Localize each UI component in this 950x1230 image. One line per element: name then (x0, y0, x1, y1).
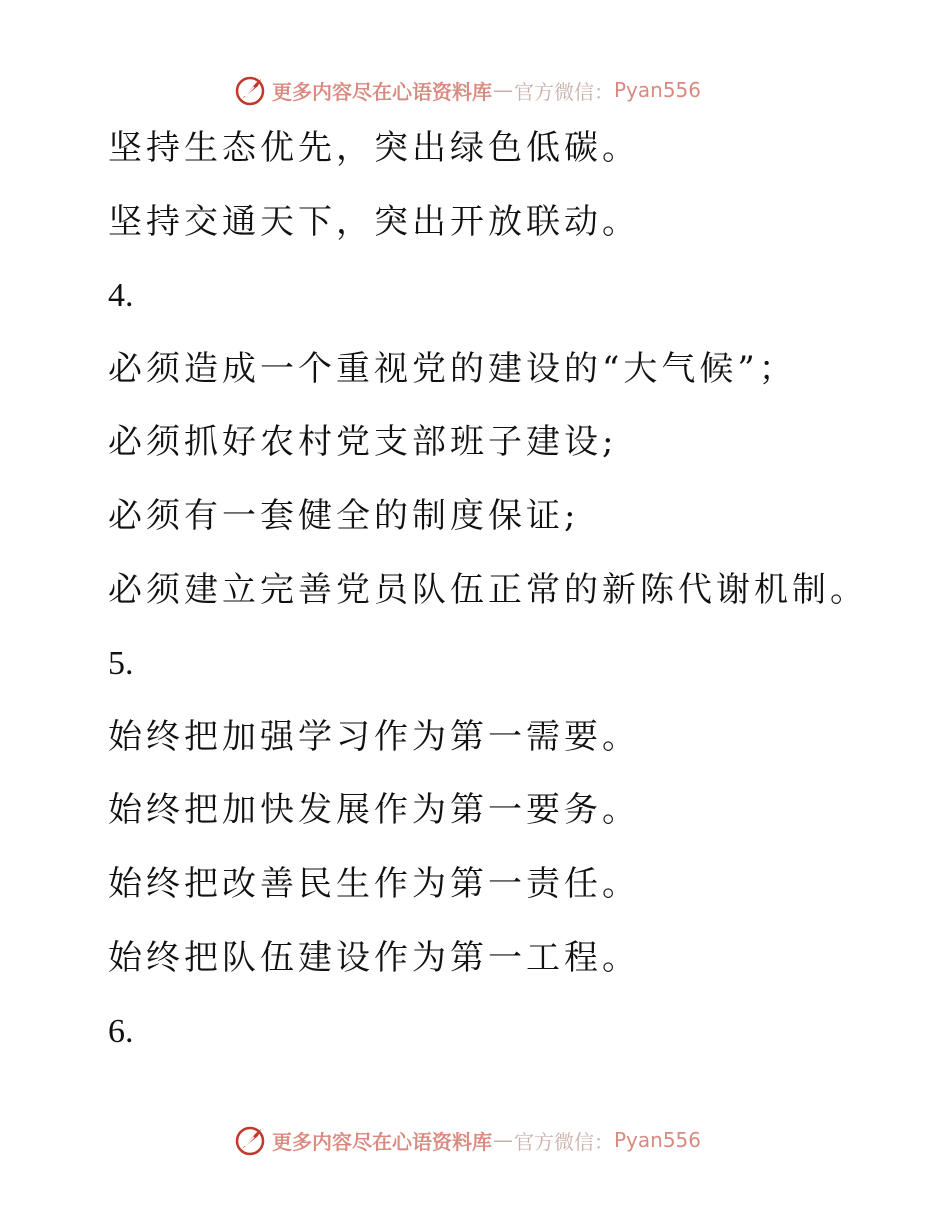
pen-logo-icon (234, 73, 268, 107)
text-line: 坚持生态优先，突出绿色低碳。 (108, 128, 640, 168)
text-line: 始终把改善民生作为第一责任。 (108, 863, 640, 904)
document-body (108, 112, 908, 1069)
text-line: 必须造成一个重视党的建设的“大气候”； (108, 348, 797, 389)
text-line: 必须建立完善党员队伍正常的新陈代谢机制。 (108, 569, 868, 610)
header-watermark-banner (234, 72, 701, 108)
banner-brand-text: 更多内容尽在心语资料库 (272, 79, 492, 104)
section-number: 6. (108, 1013, 134, 1051)
text-line: 必须有一套健全的制度保证; (108, 495, 580, 536)
banner-handle: Pyan556 (614, 78, 702, 102)
footer-watermark-banner (234, 1122, 701, 1158)
section-number: 5. (108, 645, 134, 683)
pen-logo-icon (234, 1123, 268, 1157)
text-line: 坚持交通天下，突出开放联动。 (108, 201, 640, 242)
text-line: 始终把队伍建设作为第一工程。 (108, 937, 640, 978)
banner-brand-text: 更多内容尽在心语资料库 (272, 1129, 492, 1154)
text-line: 始终把加快发展作为第一要务。 (108, 790, 640, 831)
banner-handle: Pyan556 (614, 1128, 702, 1152)
banner-dash: — (493, 78, 513, 102)
text-line: 必须抓好农村党支部班子建设; (108, 422, 618, 463)
banner-dash: — (493, 1128, 513, 1152)
text-line: 始终把加强学习作为第一需要。 (108, 716, 640, 757)
section-number: 4. (108, 277, 134, 315)
banner-label: 官方微信： (514, 1129, 614, 1154)
banner-label: 官方微信： (514, 79, 614, 104)
